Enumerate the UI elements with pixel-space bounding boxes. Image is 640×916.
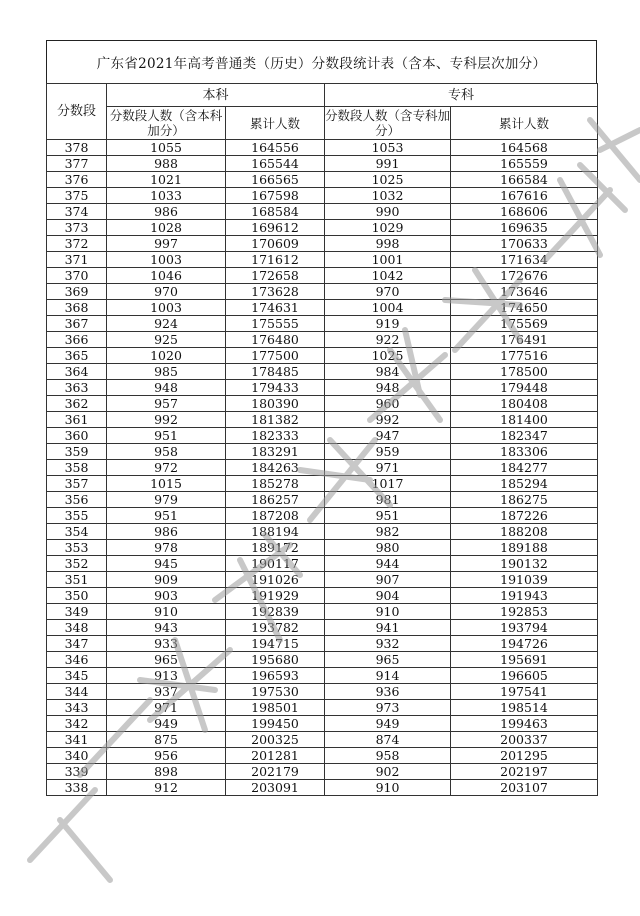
- cell-zhuanke-cumulative: 191943: [451, 588, 598, 604]
- cell-score: 368: [47, 300, 107, 316]
- table-row: [47, 156, 598, 172]
- cell-score: 357: [47, 476, 107, 492]
- table-row: [47, 236, 598, 252]
- cell-score: 360: [47, 428, 107, 444]
- cell-score: 370: [47, 268, 107, 284]
- cell-zhuanke-count: 982: [325, 524, 451, 540]
- cell-benke-count: 1020: [107, 348, 226, 364]
- cell-benke-count: 978: [107, 540, 226, 556]
- cell-benke-count: 951: [107, 508, 226, 524]
- header-zhuanke-cumulative: 累计人数: [451, 107, 598, 140]
- table-row: [47, 220, 598, 236]
- cell-zhuanke-count: 910: [325, 780, 451, 796]
- cell-zhuanke-count: 948: [325, 380, 451, 396]
- cell-score: 341: [47, 732, 107, 748]
- cell-benke-count: 945: [107, 556, 226, 572]
- cell-zhuanke-cumulative: 166584: [451, 172, 598, 188]
- cell-score: 375: [47, 188, 107, 204]
- header-row-groups: [47, 84, 598, 107]
- table-row: [47, 252, 598, 268]
- cell-benke-count: 937: [107, 684, 226, 700]
- cell-benke-count: 972: [107, 460, 226, 476]
- cell-benke-cumulative: 189172: [226, 540, 325, 556]
- table-row: [47, 284, 598, 300]
- cell-zhuanke-count: 992: [325, 412, 451, 428]
- cell-benke-count: 1033: [107, 188, 226, 204]
- cell-benke-cumulative: 190117: [226, 556, 325, 572]
- cell-zhuanke-cumulative: 169635: [451, 220, 598, 236]
- cell-benke-count: 997: [107, 236, 226, 252]
- cell-zhuanke-cumulative: 167616: [451, 188, 598, 204]
- cell-benke-count: 912: [107, 780, 226, 796]
- table-row: [47, 748, 598, 764]
- cell-benke-count: 924: [107, 316, 226, 332]
- cell-benke-cumulative: 195680: [226, 652, 325, 668]
- cell-benke-count: 1055: [107, 140, 226, 156]
- table-row: [47, 332, 598, 348]
- cell-benke-count: 910: [107, 604, 226, 620]
- cell-score: 362: [47, 396, 107, 412]
- table-row: [47, 524, 598, 540]
- cell-zhuanke-cumulative: 184277: [451, 460, 598, 476]
- cell-zhuanke-count: 1004: [325, 300, 451, 316]
- table-row: [47, 652, 598, 668]
- cell-score: 340: [47, 748, 107, 764]
- cell-score: 363: [47, 380, 107, 396]
- cell-benke-cumulative: 198501: [226, 700, 325, 716]
- cell-benke-cumulative: 196593: [226, 668, 325, 684]
- table-row: [47, 508, 598, 524]
- cell-benke-cumulative: 178485: [226, 364, 325, 380]
- cell-benke-count: 1015: [107, 476, 226, 492]
- cell-zhuanke-cumulative: 180408: [451, 396, 598, 412]
- cell-zhuanke-cumulative: 186275: [451, 492, 598, 508]
- table-row: [47, 364, 598, 380]
- cell-score: 348: [47, 620, 107, 636]
- cell-zhuanke-count: 914: [325, 668, 451, 684]
- cell-score: 345: [47, 668, 107, 684]
- cell-benke-cumulative: 183291: [226, 444, 325, 460]
- cell-score: 365: [47, 348, 107, 364]
- cell-zhuanke-cumulative: 202197: [451, 764, 598, 780]
- cell-zhuanke-count: 1025: [325, 172, 451, 188]
- cell-benke-count: 1028: [107, 220, 226, 236]
- cell-benke-cumulative: 181382: [226, 412, 325, 428]
- page-title: 广东省2021年高考普通类（历史）分数段统计表（含本、专科层次加分）: [46, 40, 597, 83]
- cell-zhuanke-cumulative: 193794: [451, 620, 598, 636]
- cell-zhuanke-cumulative: 194726: [451, 636, 598, 652]
- header-benke: 本科: [107, 84, 325, 107]
- table-row: [47, 668, 598, 684]
- cell-zhuanke-cumulative: 177516: [451, 348, 598, 364]
- cell-benke-cumulative: 199450: [226, 716, 325, 732]
- cell-benke-cumulative: 192839: [226, 604, 325, 620]
- cell-zhuanke-cumulative: 187226: [451, 508, 598, 524]
- cell-zhuanke-cumulative: 197541: [451, 684, 598, 700]
- table-row: [47, 268, 598, 284]
- cell-zhuanke-cumulative: 200337: [451, 732, 598, 748]
- cell-benke-count: 1003: [107, 252, 226, 268]
- cell-zhuanke-cumulative: 190132: [451, 556, 598, 572]
- cell-zhuanke-count: 973: [325, 700, 451, 716]
- cell-score: 373: [47, 220, 107, 236]
- cell-benke-cumulative: 167598: [226, 188, 325, 204]
- cell-zhuanke-cumulative: 176491: [451, 332, 598, 348]
- cell-zhuanke-count: 960: [325, 396, 451, 412]
- cell-score: 352: [47, 556, 107, 572]
- header-benke-count: 分数段人数（含本科加分）: [107, 107, 226, 140]
- header-zhuanke: 专科: [325, 84, 598, 107]
- table-row: [47, 684, 598, 700]
- table-row: [47, 204, 598, 220]
- table-row: [47, 572, 598, 588]
- cell-benke-cumulative: 180390: [226, 396, 325, 412]
- cell-benke-cumulative: 169612: [226, 220, 325, 236]
- cell-benke-cumulative: 175555: [226, 316, 325, 332]
- cell-benke-cumulative: 172658: [226, 268, 325, 284]
- score-table: [46, 83, 598, 796]
- cell-benke-cumulative: 202179: [226, 764, 325, 780]
- cell-benke-cumulative: 203091: [226, 780, 325, 796]
- cell-score: 350: [47, 588, 107, 604]
- cell-score: 351: [47, 572, 107, 588]
- cell-benke-cumulative: 194715: [226, 636, 325, 652]
- cell-zhuanke-count: 947: [325, 428, 451, 444]
- cell-score: 371: [47, 252, 107, 268]
- cell-score: 359: [47, 444, 107, 460]
- cell-zhuanke-cumulative: 198514: [451, 700, 598, 716]
- cell-benke-cumulative: 187208: [226, 508, 325, 524]
- cell-score: 367: [47, 316, 107, 332]
- cell-benke-count: 971: [107, 700, 226, 716]
- table-row: [47, 348, 598, 364]
- table-row: [47, 492, 598, 508]
- cell-zhuanke-count: 959: [325, 444, 451, 460]
- cell-zhuanke-cumulative: 175569: [451, 316, 598, 332]
- cell-score: 346: [47, 652, 107, 668]
- cell-benke-count: 933: [107, 636, 226, 652]
- cell-benke-count: 903: [107, 588, 226, 604]
- cell-benke-cumulative: 193782: [226, 620, 325, 636]
- table-row: [47, 428, 598, 444]
- table-row: [47, 476, 598, 492]
- table-row: [47, 396, 598, 412]
- cell-score: 349: [47, 604, 107, 620]
- cell-benke-cumulative: 166565: [226, 172, 325, 188]
- cell-score: 355: [47, 508, 107, 524]
- cell-benke-cumulative: 184263: [226, 460, 325, 476]
- cell-score: 344: [47, 684, 107, 700]
- cell-zhuanke-count: 904: [325, 588, 451, 604]
- table-row: [47, 700, 598, 716]
- cell-score: 356: [47, 492, 107, 508]
- cell-zhuanke-count: 1029: [325, 220, 451, 236]
- cell-benke-count: 957: [107, 396, 226, 412]
- table-row: [47, 188, 598, 204]
- cell-zhuanke-cumulative: 178500: [451, 364, 598, 380]
- cell-benke-count: 992: [107, 412, 226, 428]
- cell-zhuanke-count: 991: [325, 156, 451, 172]
- cell-zhuanke-count: 932: [325, 636, 451, 652]
- cell-score: 353: [47, 540, 107, 556]
- cell-zhuanke-cumulative: 171634: [451, 252, 598, 268]
- table-row: [47, 140, 598, 156]
- cell-benke-cumulative: 191929: [226, 588, 325, 604]
- header-benke-cumulative: 累计人数: [226, 107, 325, 140]
- table-row: [47, 380, 598, 396]
- header-score: 分数段: [47, 84, 107, 140]
- cell-score: 339: [47, 764, 107, 780]
- cell-benke-cumulative: 164556: [226, 140, 325, 156]
- cell-benke-cumulative: 197530: [226, 684, 325, 700]
- cell-zhuanke-count: 1017: [325, 476, 451, 492]
- cell-zhuanke-count: 907: [325, 572, 451, 588]
- cell-score: 374: [47, 204, 107, 220]
- cell-zhuanke-cumulative: 183306: [451, 444, 598, 460]
- cell-zhuanke-count: 971: [325, 460, 451, 476]
- cell-benke-count: 913: [107, 668, 226, 684]
- table-row: [47, 764, 598, 780]
- cell-benke-cumulative: 182333: [226, 428, 325, 444]
- cell-zhuanke-count: 980: [325, 540, 451, 556]
- cell-benke-cumulative: 177500: [226, 348, 325, 364]
- table-row: [47, 540, 598, 556]
- cell-score: 342: [47, 716, 107, 732]
- cell-zhuanke-cumulative: 192853: [451, 604, 598, 620]
- cell-score: 372: [47, 236, 107, 252]
- cell-benke-count: 909: [107, 572, 226, 588]
- cell-zhuanke-cumulative: 179448: [451, 380, 598, 396]
- cell-score: 347: [47, 636, 107, 652]
- cell-benke-count: 951: [107, 428, 226, 444]
- table-body: [47, 140, 598, 796]
- cell-zhuanke-cumulative: 168606: [451, 204, 598, 220]
- cell-zhuanke-count: 1001: [325, 252, 451, 268]
- table-row: [47, 316, 598, 332]
- table-row: [47, 716, 598, 732]
- cell-benke-cumulative: 200325: [226, 732, 325, 748]
- cell-zhuanke-count: 1025: [325, 348, 451, 364]
- table-row: [47, 460, 598, 476]
- cell-zhuanke-cumulative: 181400: [451, 412, 598, 428]
- cell-zhuanke-count: 944: [325, 556, 451, 572]
- table-row: [47, 732, 598, 748]
- cell-benke-count: 956: [107, 748, 226, 764]
- cell-zhuanke-count: 1032: [325, 188, 451, 204]
- cell-benke-count: 943: [107, 620, 226, 636]
- cell-benke-cumulative: 174631: [226, 300, 325, 316]
- table-row: [47, 588, 598, 604]
- cell-zhuanke-count: 922: [325, 332, 451, 348]
- cell-benke-cumulative: 171612: [226, 252, 325, 268]
- table-row: [47, 556, 598, 572]
- cell-zhuanke-count: 951: [325, 508, 451, 524]
- cell-zhuanke-cumulative: 172676: [451, 268, 598, 284]
- cell-zhuanke-cumulative: 170633: [451, 236, 598, 252]
- table-row: [47, 636, 598, 652]
- cell-zhuanke-cumulative: 191039: [451, 572, 598, 588]
- cell-benke-count: 986: [107, 204, 226, 220]
- cell-benke-cumulative: 176480: [226, 332, 325, 348]
- cell-benke-count: 948: [107, 380, 226, 396]
- cell-zhuanke-count: 936: [325, 684, 451, 700]
- cell-benke-count: 1021: [107, 172, 226, 188]
- cell-zhuanke-cumulative: 165559: [451, 156, 598, 172]
- cell-score: 364: [47, 364, 107, 380]
- cell-zhuanke-count: 941: [325, 620, 451, 636]
- table-row: [47, 300, 598, 316]
- cell-benke-cumulative: 185278: [226, 476, 325, 492]
- cell-zhuanke-count: 970: [325, 284, 451, 300]
- cell-zhuanke-count: 984: [325, 364, 451, 380]
- cell-zhuanke-count: 981: [325, 492, 451, 508]
- cell-benke-cumulative: 188194: [226, 524, 325, 540]
- cell-zhuanke-count: 902: [325, 764, 451, 780]
- cell-score: 338: [47, 780, 107, 796]
- cell-benke-cumulative: 170609: [226, 236, 325, 252]
- cell-benke-count: 988: [107, 156, 226, 172]
- cell-benke-count: 1046: [107, 268, 226, 284]
- cell-score: 369: [47, 284, 107, 300]
- cell-score: 361: [47, 412, 107, 428]
- cell-zhuanke-count: 965: [325, 652, 451, 668]
- cell-score: 358: [47, 460, 107, 476]
- cell-zhuanke-cumulative: 164568: [451, 140, 598, 156]
- cell-benke-cumulative: 168584: [226, 204, 325, 220]
- cell-zhuanke-cumulative: 188208: [451, 524, 598, 540]
- table-row: [47, 412, 598, 428]
- cell-score: 378: [47, 140, 107, 156]
- cell-benke-count: 970: [107, 284, 226, 300]
- cell-zhuanke-cumulative: 185294: [451, 476, 598, 492]
- table-row: [47, 780, 598, 796]
- cell-zhuanke-cumulative: 203107: [451, 780, 598, 796]
- cell-zhuanke-count: 874: [325, 732, 451, 748]
- header-row-columns: [47, 107, 598, 140]
- cell-score: 366: [47, 332, 107, 348]
- cell-score: 343: [47, 700, 107, 716]
- cell-benke-cumulative: 179433: [226, 380, 325, 396]
- cell-score: 354: [47, 524, 107, 540]
- cell-zhuanke-cumulative: 195691: [451, 652, 598, 668]
- cell-benke-count: 1003: [107, 300, 226, 316]
- score-table-document: [46, 40, 597, 796]
- cell-benke-count: 965: [107, 652, 226, 668]
- cell-zhuanke-count: 990: [325, 204, 451, 220]
- cell-zhuanke-cumulative: 189188: [451, 540, 598, 556]
- cell-benke-count: 985: [107, 364, 226, 380]
- cell-benke-cumulative: 201281: [226, 748, 325, 764]
- cell-zhuanke-count: 949: [325, 716, 451, 732]
- cell-score: 376: [47, 172, 107, 188]
- cell-zhuanke-count: 1042: [325, 268, 451, 284]
- cell-benke-cumulative: 191026: [226, 572, 325, 588]
- cell-benke-count: 925: [107, 332, 226, 348]
- cell-benke-count: 958: [107, 444, 226, 460]
- table-row: [47, 172, 598, 188]
- cell-benke-count: 979: [107, 492, 226, 508]
- cell-benke-count: 898: [107, 764, 226, 780]
- table-row: [47, 604, 598, 620]
- cell-zhuanke-count: 919: [325, 316, 451, 332]
- cell-benke-cumulative: 165544: [226, 156, 325, 172]
- cell-benke-cumulative: 173628: [226, 284, 325, 300]
- cell-zhuanke-count: 998: [325, 236, 451, 252]
- cell-zhuanke-cumulative: 174650: [451, 300, 598, 316]
- cell-zhuanke-cumulative: 201295: [451, 748, 598, 764]
- cell-zhuanke-cumulative: 196605: [451, 668, 598, 684]
- cell-score: 377: [47, 156, 107, 172]
- table-row: [47, 620, 598, 636]
- header-zhuanke-count: 分数段人数（含专科加分）: [325, 108, 451, 138]
- table-row: [47, 444, 598, 460]
- cell-benke-count: 949: [107, 716, 226, 732]
- cell-zhuanke-count: 1053: [325, 140, 451, 156]
- cell-zhuanke-cumulative: 199463: [451, 716, 598, 732]
- cell-benke-cumulative: 186257: [226, 492, 325, 508]
- cell-zhuanke-count: 910: [325, 604, 451, 620]
- cell-benke-count: 986: [107, 524, 226, 540]
- cell-zhuanke-cumulative: 182347: [451, 428, 598, 444]
- cell-benke-count: 875: [107, 732, 226, 748]
- cell-zhuanke-count: 958: [325, 748, 451, 764]
- cell-zhuanke-cumulative: 173646: [451, 284, 598, 300]
